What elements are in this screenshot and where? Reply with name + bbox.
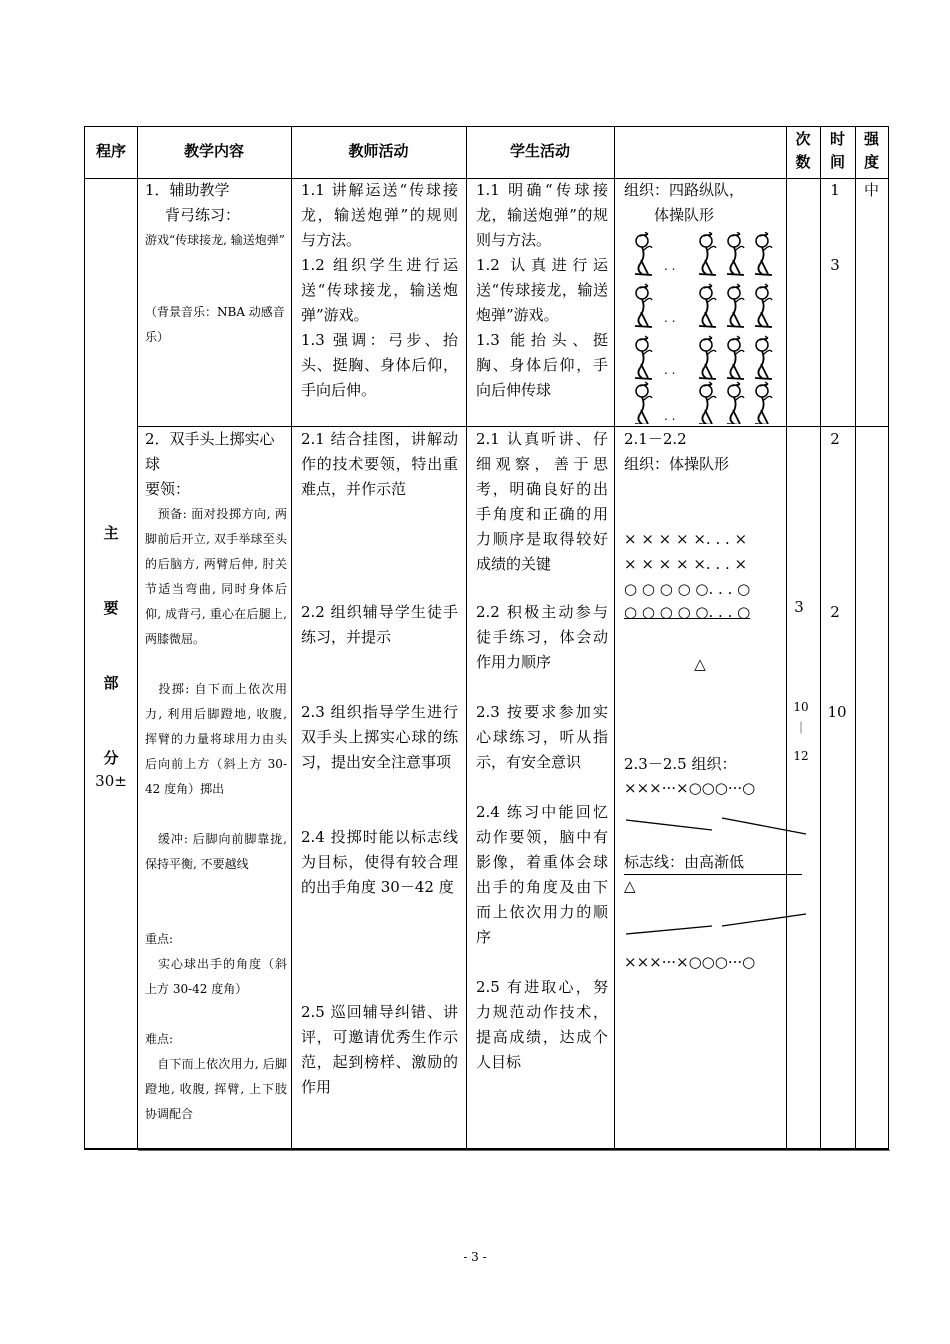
row2-content-key: 要领： bbox=[145, 480, 191, 498]
row2-org2-title: 2.3－2.5 组织： bbox=[624, 755, 737, 773]
header-student: 学生活动 bbox=[509, 142, 570, 160]
header-time: 时 间 bbox=[829, 130, 845, 171]
row2-teacher-5: 2.5 巡回辅导纠错、讲评，可邀请优秀生作示范，起到榜样、激励的作用 bbox=[301, 1003, 458, 1096]
marker-line-icon bbox=[622, 812, 812, 842]
row1-intensity: 中 bbox=[863, 181, 879, 199]
row2-time-1: 2 bbox=[830, 430, 840, 448]
row2-student-3: 2.3 按要求参加实心球练习，听从指示，有安全意识 bbox=[476, 703, 608, 771]
program-char: 部 bbox=[103, 674, 119, 692]
teacher-position-triangle-icon: △ bbox=[694, 655, 706, 673]
row2-times-2b: ｜ bbox=[794, 721, 807, 735]
row2-content-title: 2．双手头上掷实心球 bbox=[145, 430, 275, 473]
header-program: 程序 bbox=[95, 142, 126, 160]
row2-org2-mark: 标志线：由高渐低 bbox=[624, 853, 745, 871]
formation-x-row: × × × × ×. . . × bbox=[624, 530, 748, 548]
throw-line-row: ×××···×○○○···○ bbox=[624, 953, 756, 971]
header-times: 次 数 bbox=[795, 130, 811, 171]
formation-diagram bbox=[630, 232, 784, 424]
row1-time-2: 3 bbox=[830, 256, 840, 274]
row2-focus: 实心球出手的角度（斜上方 30-42 度角） bbox=[145, 957, 287, 996]
formation-x-row: × × × × ×. . . × bbox=[624, 555, 748, 573]
svg-text:. .: . . bbox=[664, 311, 676, 325]
header-content: 教学内容 bbox=[183, 142, 244, 160]
marker-line-icon bbox=[622, 910, 812, 940]
marker-lines-bottom bbox=[622, 910, 812, 940]
program-label bbox=[85, 522, 137, 790]
student-triangle-icon: △ bbox=[624, 877, 636, 895]
row2-times-2a: 10 bbox=[793, 700, 809, 714]
row1-teacher: 1.1 讲解运送“传球接龙，输送炮弹”的规则与方法。 1.2 组织学生进行运送“传球接龙，输送炮弹”游戏。 1.3 强调：弓步、抬头、挺胸、身体后仰，手向后伸。 bbox=[301, 181, 458, 399]
svg-text:. .: . . bbox=[664, 259, 676, 273]
player-figures-icon bbox=[630, 232, 784, 424]
row2-content-throw: 投掷: 自下而上依次用力, 利用后脚蹬地, 收腹, 挥臂的力量将球用力由头后向前上方（斜上方 30-42 度角）掷出 bbox=[145, 682, 291, 796]
throw-line-row: ×××···×○○○···○ bbox=[624, 779, 756, 797]
svg-text:. .: . . bbox=[664, 409, 676, 423]
marker-lines-top bbox=[622, 812, 812, 842]
header-teacher: 教师活动 bbox=[348, 142, 409, 160]
row1-content-title: 1．辅助教学 bbox=[145, 181, 230, 199]
formation-o-row: ○ ○ ○ ○ ○. . . ○ bbox=[624, 580, 751, 598]
row1-content-game: 游戏“传球接龙, 输送炮弹” bbox=[145, 233, 285, 247]
page-number: - 3 - bbox=[463, 1250, 487, 1264]
row2-teacher-1: 2.1 结合挂图，讲解动作的技术要领，特出重难点，并作示范 bbox=[301, 430, 458, 498]
row2-content-prep: 预备: 面对投掷方向, 两脚前后开立, 双手举球至头的后脑方, 两臂后伸, 肘关节适当弯曲, 同时身体后仰, 成背弓, 重心在后腿上, 两膝微屈。 bbox=[145, 507, 291, 646]
row1-time-1: 1 bbox=[830, 181, 840, 199]
row2-teacher-4: 2.4 投掷时能以标志线为目标，使得有较合理的出手角度 30－42 度 bbox=[301, 828, 458, 896]
row1-student: 1.1 明确“传球接龙，输送炮弹”的规则与方法。 1.2 认真进行运送“传球接龙，输送炮弹”游戏。 1.3 能抬头、挺胸、身体后仰，手向后伸传球 bbox=[476, 181, 608, 399]
row2-student-5: 2.5 有进取心，努力规范动作技术，提高成绩，达成个人目标 bbox=[476, 978, 608, 1071]
program-char: 要 bbox=[103, 599, 119, 617]
header-intensity: 强 度 bbox=[863, 130, 879, 171]
row2-student-2: 2.2 积极主动参与徒手练习，体会动作用力顺序 bbox=[476, 603, 608, 671]
row2-difficulty: 自下而上依次用力, 后脚蹬地, 收腹, 挥臂, 上下肢协调配合 bbox=[145, 1057, 287, 1121]
row2-teacher-3: 2.3 组织指导学生进行双手头上掷实心球的练习，提出安全注意事项 bbox=[301, 703, 458, 771]
row2-difficulty-label: 难点: bbox=[145, 1032, 174, 1046]
row2-time-2: 2 bbox=[830, 603, 840, 621]
row2-student-4: 2.4 练习中能回忆动作要领，脑中有影像，着重体会球出手的角度及由下而上依次用力的顺序 bbox=[476, 803, 608, 946]
row2-org-title: 2.1－2.2 bbox=[624, 430, 687, 448]
program-char: 主 bbox=[103, 524, 119, 542]
program-minutes: 30± bbox=[95, 772, 127, 790]
row2-times-2c: 12 bbox=[793, 749, 809, 763]
row1-content-music: （背景音乐：NBA 动感音乐） bbox=[145, 305, 285, 344]
row2-student-1: 2.1 认真听讲、仔细观察，善于思考，明确良好的出手角度和正确的用力顺序是取得较好成绩的关键 bbox=[476, 430, 608, 573]
row2-content-buffer: 缓冲: 后脚向前脚靠拢, 保持平衡, 不要越线 bbox=[145, 832, 291, 871]
program-char: 分 bbox=[103, 749, 119, 767]
row2-times-1: 3 bbox=[794, 598, 804, 616]
row1-org-line1: 组织：四路纵队， bbox=[624, 181, 745, 199]
row2-time-3: 10 bbox=[827, 703, 847, 721]
row1-org-line2: 体操队形 bbox=[624, 206, 715, 224]
row2-teacher-2: 2.2 组织辅导学生徒手练习，并提示 bbox=[301, 603, 458, 646]
row2-focus-label: 重点: bbox=[145, 932, 174, 946]
svg-text:. .: . . bbox=[664, 363, 676, 377]
row2-org-form: 组织：体操队形 bbox=[624, 455, 730, 473]
row1-content-sub: 背弓练习： bbox=[150, 206, 241, 224]
formation-o-row: ○ ○ ○ ○ ○. . . ○ bbox=[624, 603, 751, 621]
